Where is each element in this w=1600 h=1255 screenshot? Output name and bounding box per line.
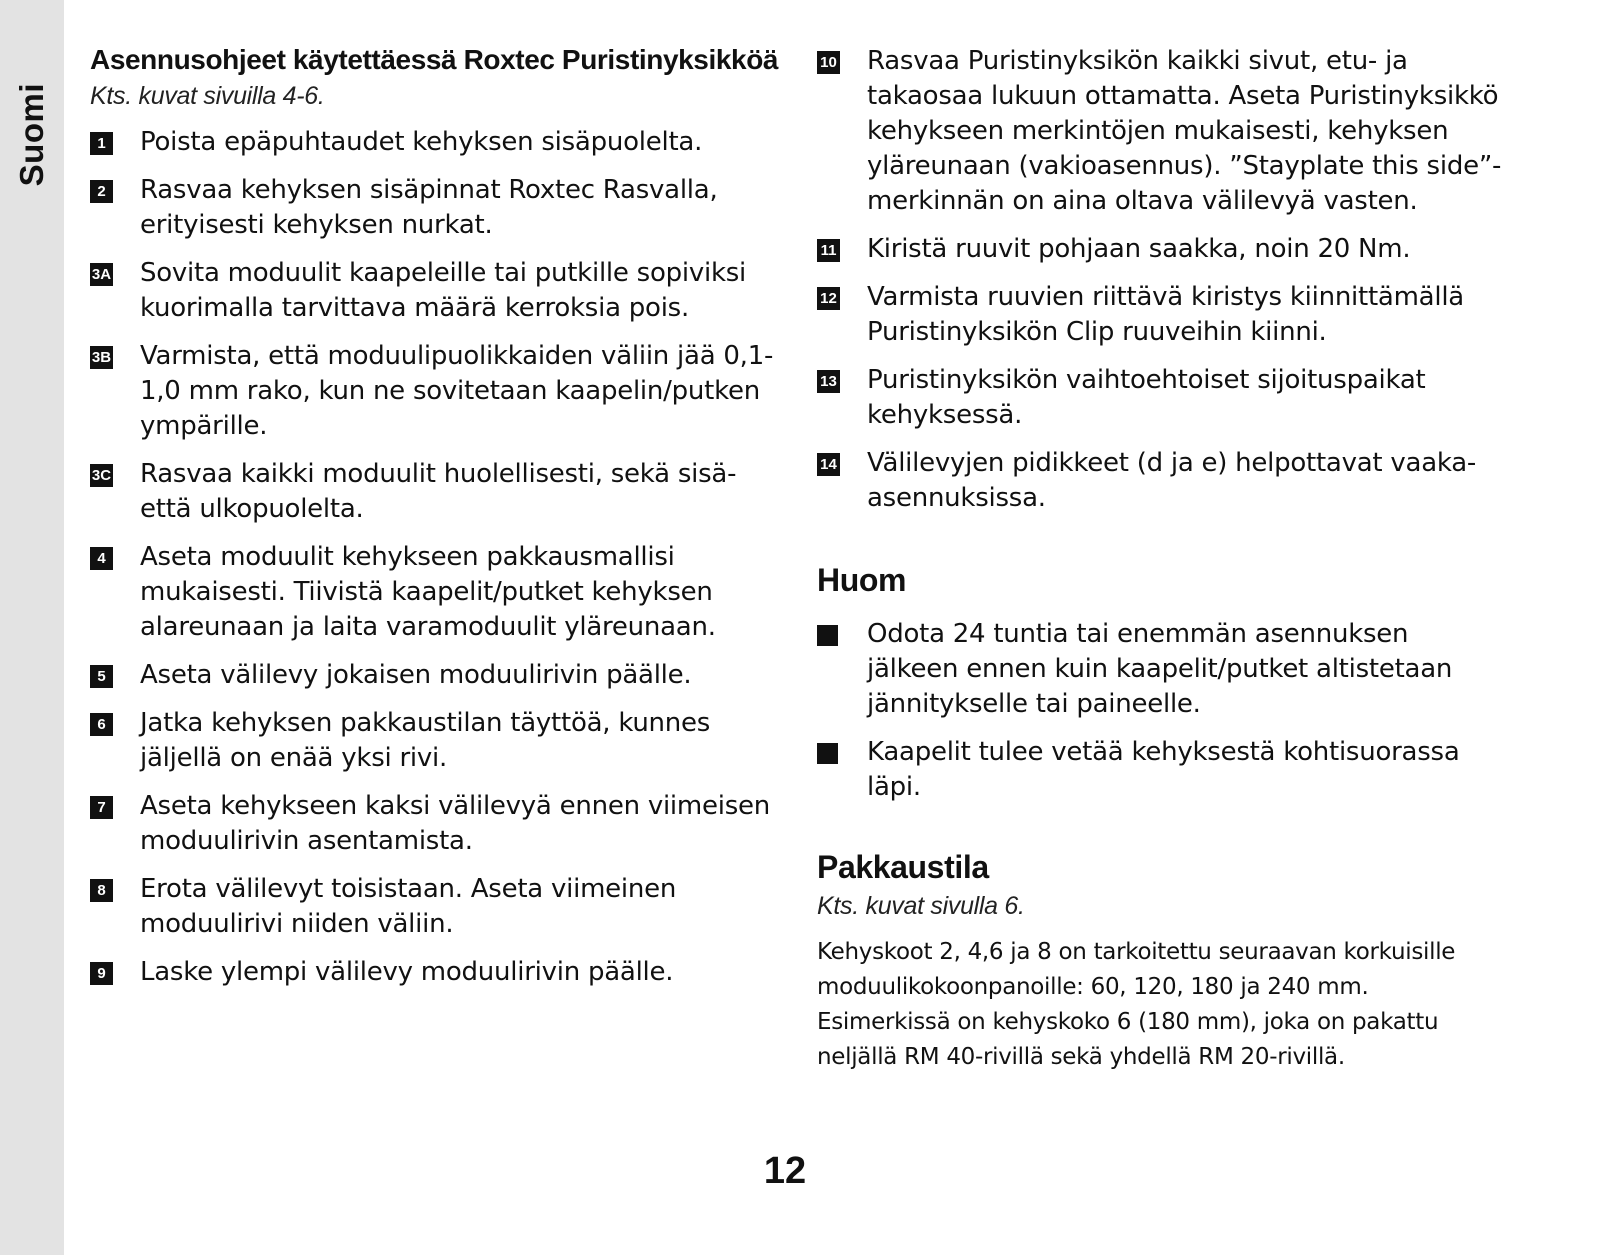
note-text: Odota 24 tuntia tai enemmän asennuksen jälkeen ennen kuin kaapelit/putket altistetaan jännitykselle tai paineelle. [867,619,1453,719]
step-text: Varmista ruuvien riittävä kiristys kiinnittämällä Puristinyksikön Clip ruuveihin kiinni. [867,282,1464,347]
step-number-badge: 4 [90,547,113,570]
step-number-badge: 13 [817,370,840,393]
language-label: Suomi [13,83,50,187]
note-section-title: Huom [817,562,907,598]
step-number-badge: 6 [90,713,113,736]
step-item [817,363,1507,433]
square-bullet-icon [817,625,838,646]
step-number-badge: 12 [817,287,840,310]
step-item [90,457,780,527]
right-column [817,44,1507,1075]
step-text: Sovita moduulit kaapeleille tai putkille sopiviksi kuorimalla tarvittava määrä kerroksia pois. [140,258,747,323]
step-number-badge: 9 [90,962,113,985]
step-number-badge: 1 [90,132,113,155]
step-text: Aseta moduulit kehykseen pakkausmallisi mukaisesti. Tiivistä kaapelit/putket kehyksen alareunaan ja laita varamoduulit yläreunaan. [140,542,716,642]
step-number-badge: 14 [817,453,840,476]
step-text: Aseta kehykseen kaksi välilevyä ennen viimeisen moduulirivin asentamista. [140,791,770,856]
step-number-badge: 11 [817,239,840,262]
step-text: Rasvaa kaikki moduulit huolellisesti, sekä sisä- että ulkopuolelta. [140,459,737,524]
step-item [90,658,780,693]
instructions-title: Asennusohjeet käytettäessä Roxtec Puristinyksikköä [90,44,779,75]
page-number: 12 [763,1150,807,1192]
step-item [90,706,780,776]
step-text: Laske ylempi välilevy moduulirivin päälle. [140,957,674,987]
instructions-figure-reference: Kts. kuvat sivuilla 4-6. [90,82,325,110]
step-text: Varmista, että moduulipuolikkaiden väliin jää 0,1-1,0 mm rako, kun ne sovitetaan kaapelin/putken ympärille. [140,341,774,441]
note-item [817,735,1507,805]
step-number-badge: 3B [90,346,113,369]
notes-list [817,617,1507,805]
step-text: Rasvaa kehyksen sisäpinnat Roxtec Rasvalla, erityisesti kehyksen nurkat. [140,175,718,240]
step-item [817,280,1507,350]
step-number-badge: 3C [90,464,113,487]
step-text: Aseta välilevy jokaisen moduulirivin päälle. [140,660,692,690]
step-number-badge: 3A [90,263,113,286]
step-item [817,44,1507,219]
square-bullet-icon [817,743,838,764]
step-item [90,339,780,444]
packing-figure-reference: Kts. kuvat sivulla 6. [817,892,1025,920]
step-text: Puristinyksikön vaihtoehtoiset sijoituspaikat kehyksessä. [867,365,1426,430]
step-text: Rasvaa Puristinyksikön kaikki sivut, etu- ja takaosaa lukuun ottamatta. Aseta Puristinyksikkö kehykseen merkintöjen mukaisesti, kehyksen yläreunaan (vakioasennus). ”Stayplate this side”-merkinnän on aina oltava välilevyä vasten. [867,46,1502,216]
step-text: Poista epäpuhtaudet kehyksen sisäpuolelta. [140,127,703,157]
step-number-badge: 8 [90,879,113,902]
step-item [90,256,780,326]
step-text: Välilevyjen pidikkeet (d ja e) helpottavat vaaka-asennuksissa. [867,448,1477,513]
step-item [90,955,780,990]
packing-section-title: Pakkaustila [817,849,989,885]
step-item [90,125,780,160]
left-steps-list [90,125,780,990]
right-steps-list [817,44,1507,516]
step-text: Kiristä ruuvit pohjaan saakka, noin 20 Nm. [867,234,1411,264]
step-item [817,446,1507,516]
step-item [90,173,780,243]
step-item [817,232,1507,267]
note-item [817,617,1507,722]
left-column [90,44,780,1003]
step-number-badge: 10 [817,51,840,74]
step-item [90,540,780,645]
step-number-badge: 5 [90,665,113,688]
note-text: Kaapelit tulee vetää kehyksestä kohtisuorassa läpi. [867,737,1460,802]
packing-description: Kehyskoot 2, 4,6 ja 8 on tarkoitettu seuraavan korkuisille moduulikokoonpanoille: 60, 120, 180 ja 240 mm. Esimerkissä on kehyskoko 6 (180 mm), joka on pakattu neljällä RM 40-rivillä sekä yhdellä RM 20-rivillä. [817,939,1456,1070]
step-item [90,789,780,859]
step-item [90,872,780,942]
language-side-tab [0,0,64,1255]
step-text: Erota välilevyt toisistaan. Aseta viimeinen moduulirivi niiden väliin. [140,874,677,939]
step-number-badge: 2 [90,180,113,203]
step-number-badge: 7 [90,796,113,819]
step-text: Jatka kehyksen pakkaustilan täyttöä, kunnes jäljellä on enää yksi rivi. [140,708,711,773]
